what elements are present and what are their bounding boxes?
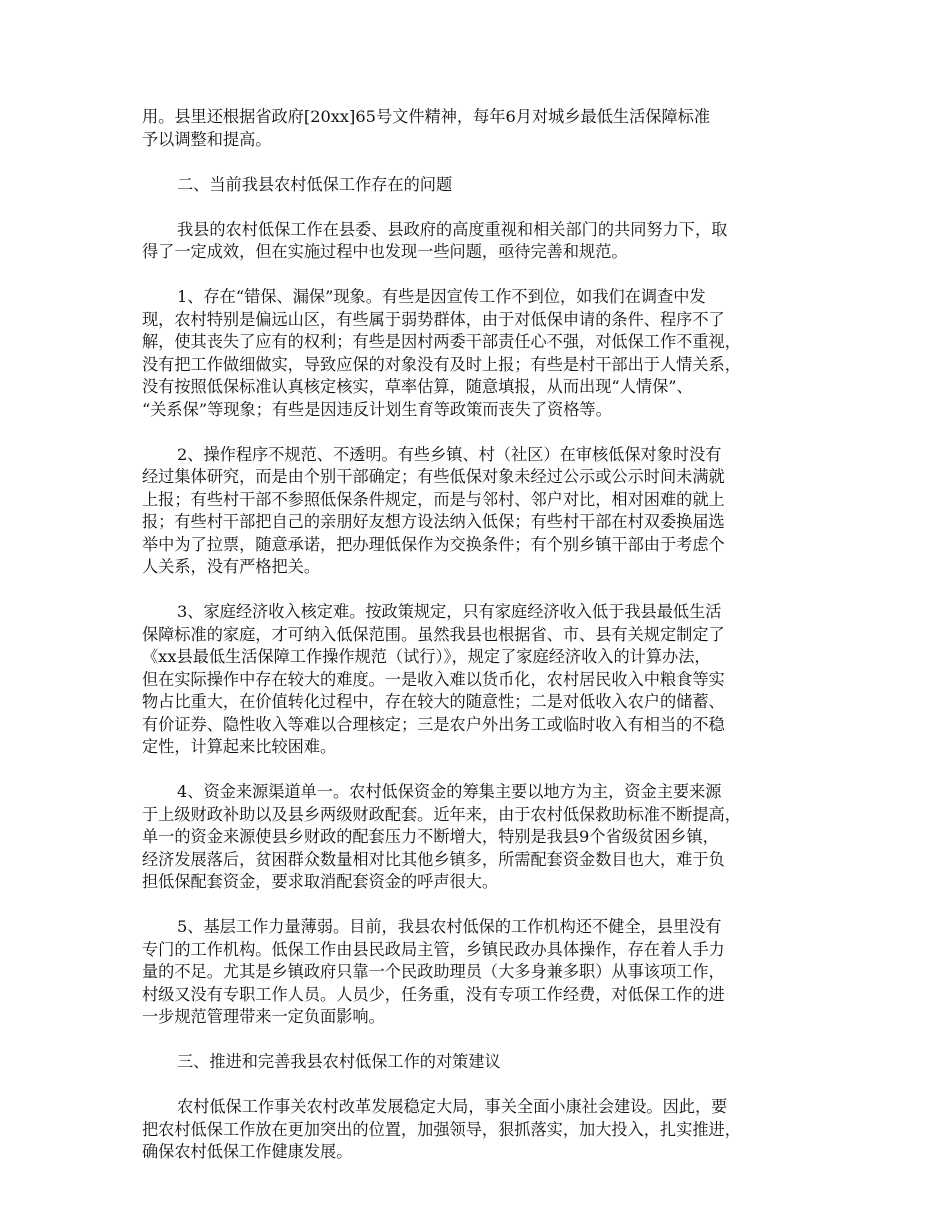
text-line: 2、操作程序不规范、不透明。有些乡镇、村（社区）在审核低保对象时没有: [177, 444, 722, 464]
text-line: 于上级财政补助以及县乡两级财政配套。近年来，由于农村低保救助标准不断提高，: [142, 804, 741, 824]
text-line: 没有把工作做细做实，导致应保的对象没有及时上报；有些是村干部出于人情关系，: [142, 354, 741, 374]
text-line: 物占比重大，在价值转化过程中，存在较大的随意性；二是对低收入农户的储蓄、: [142, 692, 725, 711]
text-line: 1、存在“错保、漏保”现象。有些是因宣传工作不到位，如我们在调查中发: [177, 287, 706, 306]
text-line: 现，农村特别是偏远山区，有些属于弱势群体，由于对低保申请的条件、程序不了: [142, 309, 725, 329]
paragraph-issue-1: [142, 286, 812, 421]
text-line: 确保农村低保工作健康发展。: [142, 1142, 353, 1161]
text-line: 用。县里还根据省政府[20xx]65号文件精神，每年6月对城乡最低生活保障标准: [142, 107, 711, 126]
text-line: 专门的工作机构。低保工作由县民政局主管，乡镇民政办具体操作，存在着人手力: [142, 939, 725, 959]
text-line: 经过集体研究，而是由个别干部确定；有些低保对象未经过公示或公示时间未满就: [142, 467, 725, 486]
text-line: 有价证券、隐性收入等难以合理核定；三是农户外出务工或临时收入有相当的不稳: [142, 714, 725, 734]
text-line: 农村低保工作事关农村改革发展稳定大局，事关全面小康社会建设。因此，要: [177, 1097, 728, 1116]
section-heading-3: [142, 1051, 812, 1074]
text-line: 举中为了拉票，随意承诺，把办理低保作为交换条件；有个别乡镇干部由于考虑个: [142, 534, 725, 554]
text-line: 得了一定成效，但在实施过程中也发现一些问题，亟待完善和规范。: [142, 242, 628, 261]
text-line: 上报；有些村干部不参照低保条件规定，而是与邻村、邻户对比，相对困难的就上: [142, 489, 725, 509]
paragraph-intro: [142, 219, 812, 264]
text-line: 但在实际操作中存在较大的难度。一是收入难以货币化，农村居民收入中粮食等实: [142, 669, 725, 689]
section-heading-2: [142, 174, 812, 197]
document-page: [142, 106, 812, 1186]
paragraph-recommendation: [142, 1096, 812, 1164]
text-line: 量的不足。尤其是乡镇政府只靠一个民政助理员（大多身兼多职）从事该项工作，: [142, 962, 725, 981]
text-line: “关系保”等现象；有些是因违反计划生育等政策而丧失了资格等。: [142, 399, 612, 419]
text-line: 一步规范管理带来一定负面影响。: [142, 1007, 385, 1026]
text-line: 3、家庭经济收入核定难。按政策规定，只有家庭经济收入低于我县最低生活: [177, 602, 722, 621]
heading-text: 三、推进和完善我县农村低保工作的对策建议: [177, 1052, 501, 1071]
paragraph-issue-4: [142, 781, 812, 894]
paragraph-issue-5: [142, 916, 812, 1029]
text-line: 把农村低保工作放在更加突出的位置，加强领导，狠抓落实，加大投入，扎实推进，: [142, 1119, 741, 1139]
text-line: 《xx县最低生活保障工作操作规范（试行）》，规定了家庭经济收入的计算办法，: [142, 647, 711, 666]
text-line: 没有按照低保标准认真核定核实，草率估算，随意填报，从而出现“人情保”、: [142, 377, 693, 396]
paragraph-issue-3: [142, 601, 812, 759]
text-line: 解，使其丧失了应有的权利；有些是因村两委干部责任心不强，对低保工作不重视，: [142, 332, 741, 351]
heading-text: 二、当前我县农村低保工作存在的问题: [177, 174, 453, 194]
text-line: 定性，计算起来比较困难。: [142, 737, 337, 756]
text-line: 人关系，没有严格把关。: [142, 557, 321, 576]
text-line: 保障标准的家庭，才可纳入低保范围。虽然我县也根据省、市、县有关规定制定了: [142, 624, 725, 644]
paragraph-continuation: [142, 106, 812, 151]
paragraph-issue-2: [142, 444, 812, 579]
text-line: 予以调整和提高。: [142, 129, 272, 149]
text-line: 村级又没有专职工作人员。人员少，任务重，没有专项工作经费，对低保工作的进: [142, 984, 725, 1004]
text-line: 5、基层工作力量薄弱。目前，我县农村低保的工作机构还不健全，县里没有: [177, 917, 722, 936]
text-line: 报；有些村干部把自己的亲朋好友想方设法纳入低保；有些村干部在村双委换届选: [142, 512, 725, 531]
text-line: 单一的资金来源使县乡财政的配套压力不断增大，特别是我县9个省级贫困乡镇，: [142, 827, 719, 846]
text-line: 经济发展落后，贫困群众数量相对比其他乡镇多，所需配套资金数目也大，难于负: [142, 849, 725, 869]
text-line: 我县的农村低保工作在县委、县政府的高度重视和相关部门的共同努力下，取: [177, 219, 728, 239]
text-line: 4、资金来源渠道单一。农村低保资金的筹集主要以地方为主，资金主要来源: [177, 782, 722, 801]
text-line: 担低保配套资金，要求取消配套资金的呼声很大。: [142, 872, 499, 891]
